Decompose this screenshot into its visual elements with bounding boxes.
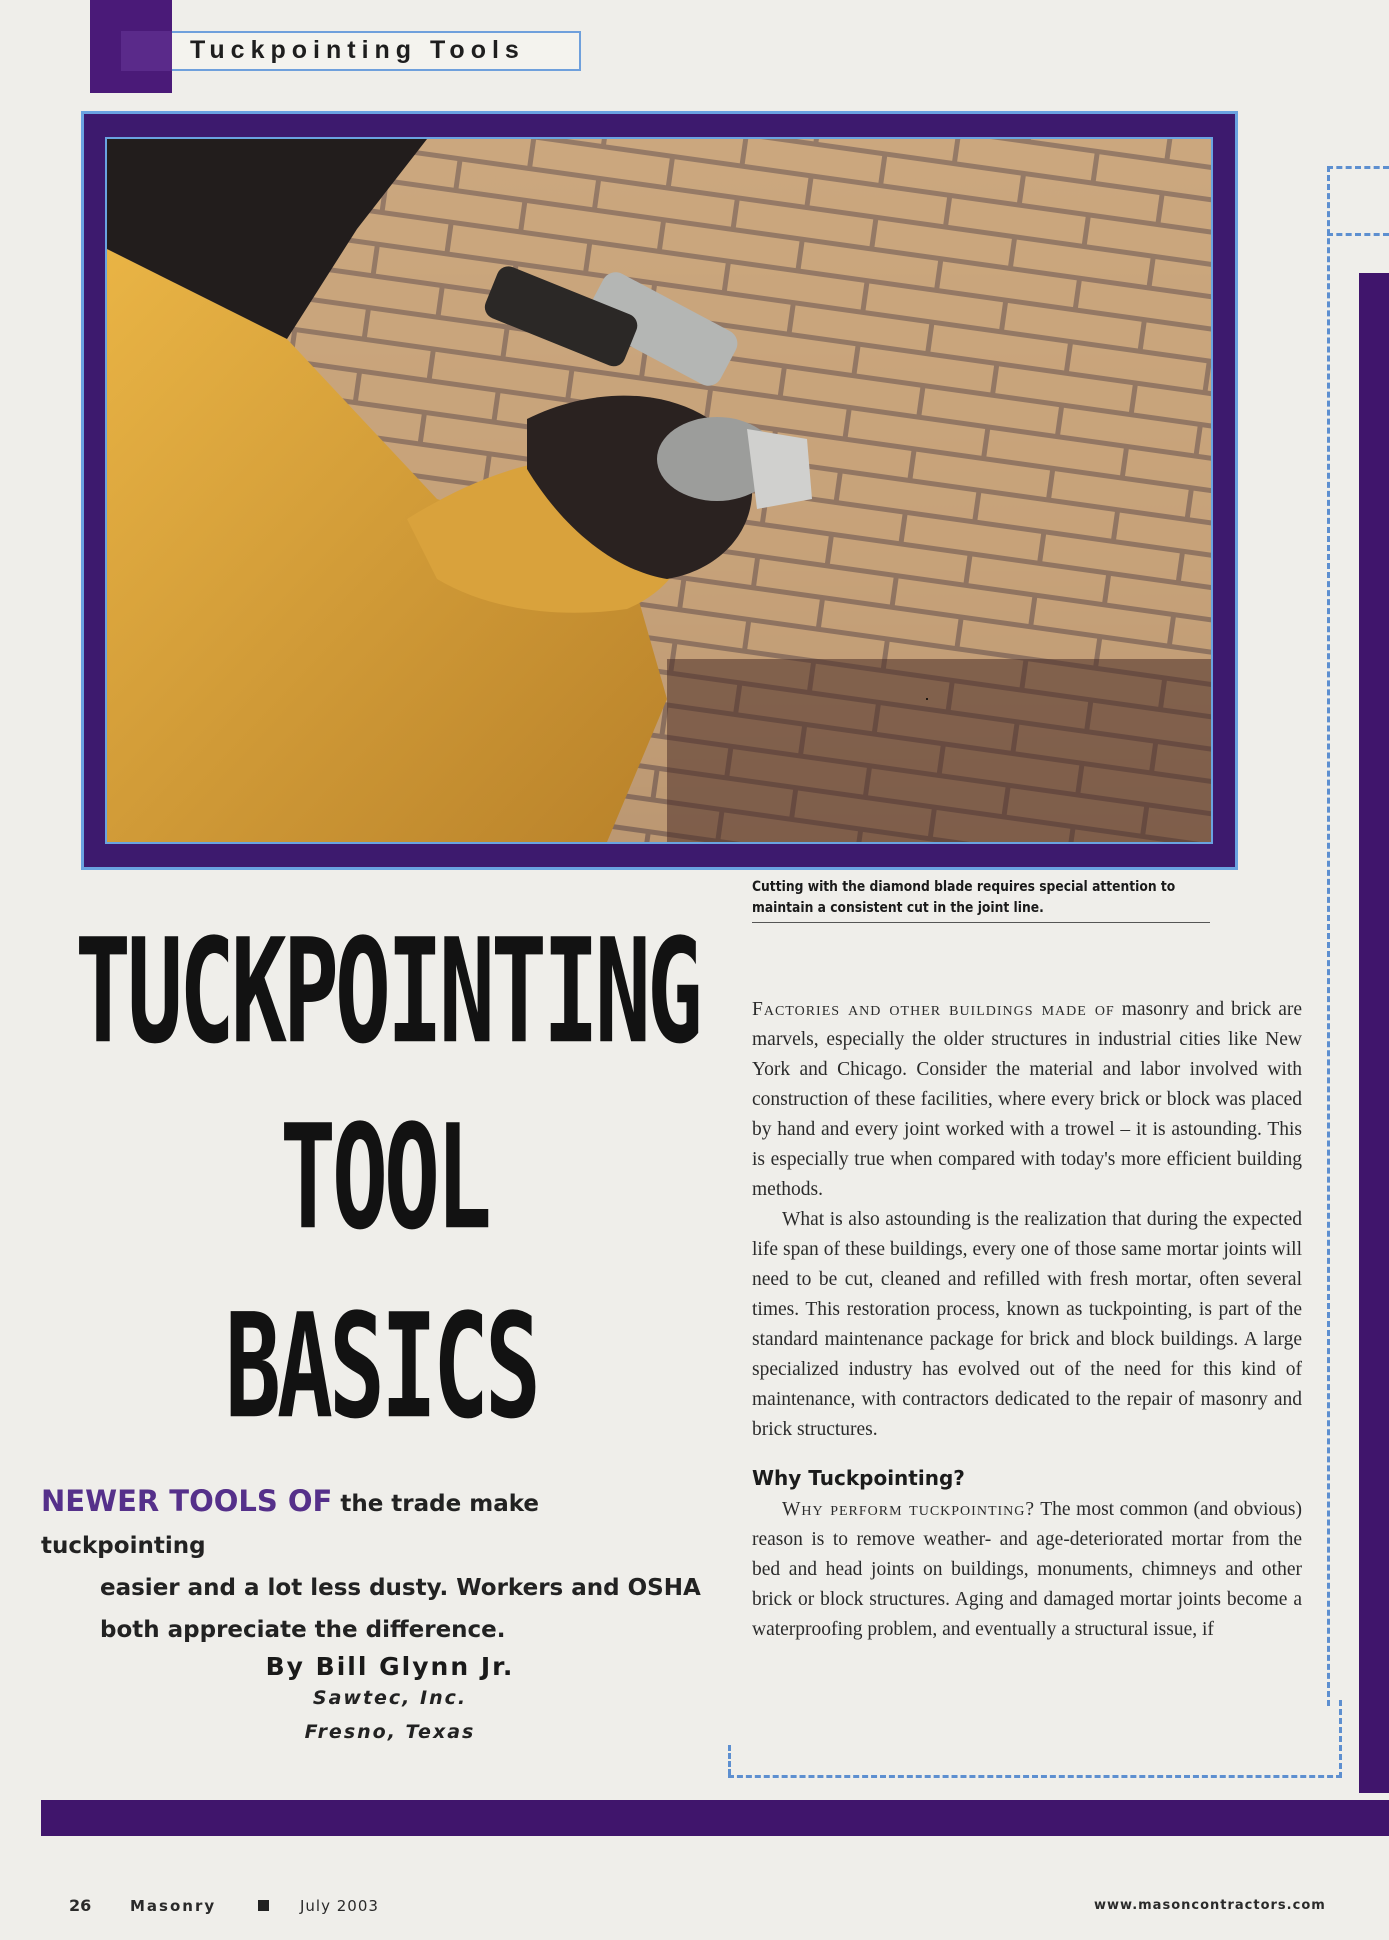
headline-line-1: TUCKPOINTING xyxy=(75,908,699,1076)
photo-illustration xyxy=(107,139,1211,842)
paragraph-1-lead: Factories and other buildings made of xyxy=(752,999,1115,1020)
purple-side-bar xyxy=(1359,273,1389,1793)
dashed-frame-bottom-right xyxy=(1339,1700,1342,1778)
deck-lead: NEWER TOOLS OF xyxy=(41,1484,333,1518)
paragraph-2: What is also astounding is the realization that during the expected life span of these buildings, every one of those same mortar joints will need to be cut, cleaned and refilled with fresh mortar, often several times. This restoration process, known as tuckpointing, is part of the standard maintenance package for brick and block buildings. A large specialized industry has evolved out of the need for this kind of maintenance, with contractors dedicated to the repair of masonry and brick structures. xyxy=(752,1209,1302,1440)
article-photo xyxy=(105,137,1213,844)
dashed-frame-mid xyxy=(1327,233,1389,236)
author-name: By Bill Glynn Jr. xyxy=(265,1652,515,1681)
paragraph-1 xyxy=(752,995,1302,1205)
caption-rule xyxy=(752,922,1210,923)
paragraph-3-body: The most common (and obvious) reason is to remove weather- and age-deteriorated mortar from the bed and head joints on buildings, monuments, chimneys and other brick or block structures. Aging and damaged mortar joints become a waterproofing problem, and eventually a structural issue, if xyxy=(752,1499,1302,1640)
paragraph-1-body: masonry and brick are marvels, especially the older structures in industrial cities like New York and Chicago. Consider the material and labor involved with construction of these facilities, where every brick or block was placed by hand and every joint worked with a trowel – it is astounding. This is especially true when compared with today's more efficient building methods. xyxy=(752,999,1302,1200)
deck-line-3: both appreciate the difference. xyxy=(100,1617,506,1643)
issue-date: July 2003 xyxy=(300,1897,379,1915)
deck-line-1: the trade make tuckpointing xyxy=(41,1491,540,1559)
page-number: 26 xyxy=(69,1896,92,1915)
purple-footer-band xyxy=(41,1800,1389,1836)
deck xyxy=(41,1480,711,1651)
section-tab-accent xyxy=(121,31,172,71)
paragraph-3 xyxy=(752,1495,1302,1645)
dashed-frame-top xyxy=(1327,166,1389,169)
dashed-frame-bottom-left xyxy=(728,1745,731,1775)
headline-line-3: BASICS xyxy=(225,1283,537,1451)
author-location: Fresno, Texas xyxy=(304,1721,476,1743)
dashed-frame-bottom xyxy=(728,1775,1342,1778)
deck-line-2: easier and a lot less dusty. Workers and OSHA xyxy=(100,1575,701,1601)
author-company: Sawtec, Inc. xyxy=(312,1687,468,1709)
article-body xyxy=(752,995,1302,1645)
section-tab-label: Tuckpointing Tools xyxy=(190,36,525,64)
website-url: www.masoncontractors.com xyxy=(1094,1898,1326,1913)
headline-line-2: TOOL xyxy=(280,1094,488,1262)
byline xyxy=(130,1652,650,1749)
magazine-name: Masonry xyxy=(130,1897,217,1915)
paragraph-3-lead: Why perform tuckpointing? xyxy=(782,1499,1036,1520)
footer-square-icon xyxy=(258,1900,269,1911)
photo-caption: Cutting with the diamond blade requires special attention to maintain a consistent cut in the joint line. xyxy=(752,879,1176,916)
subhead: Why Tuckpointing? xyxy=(752,1466,965,1490)
dashed-frame-right xyxy=(1327,166,1330,1706)
